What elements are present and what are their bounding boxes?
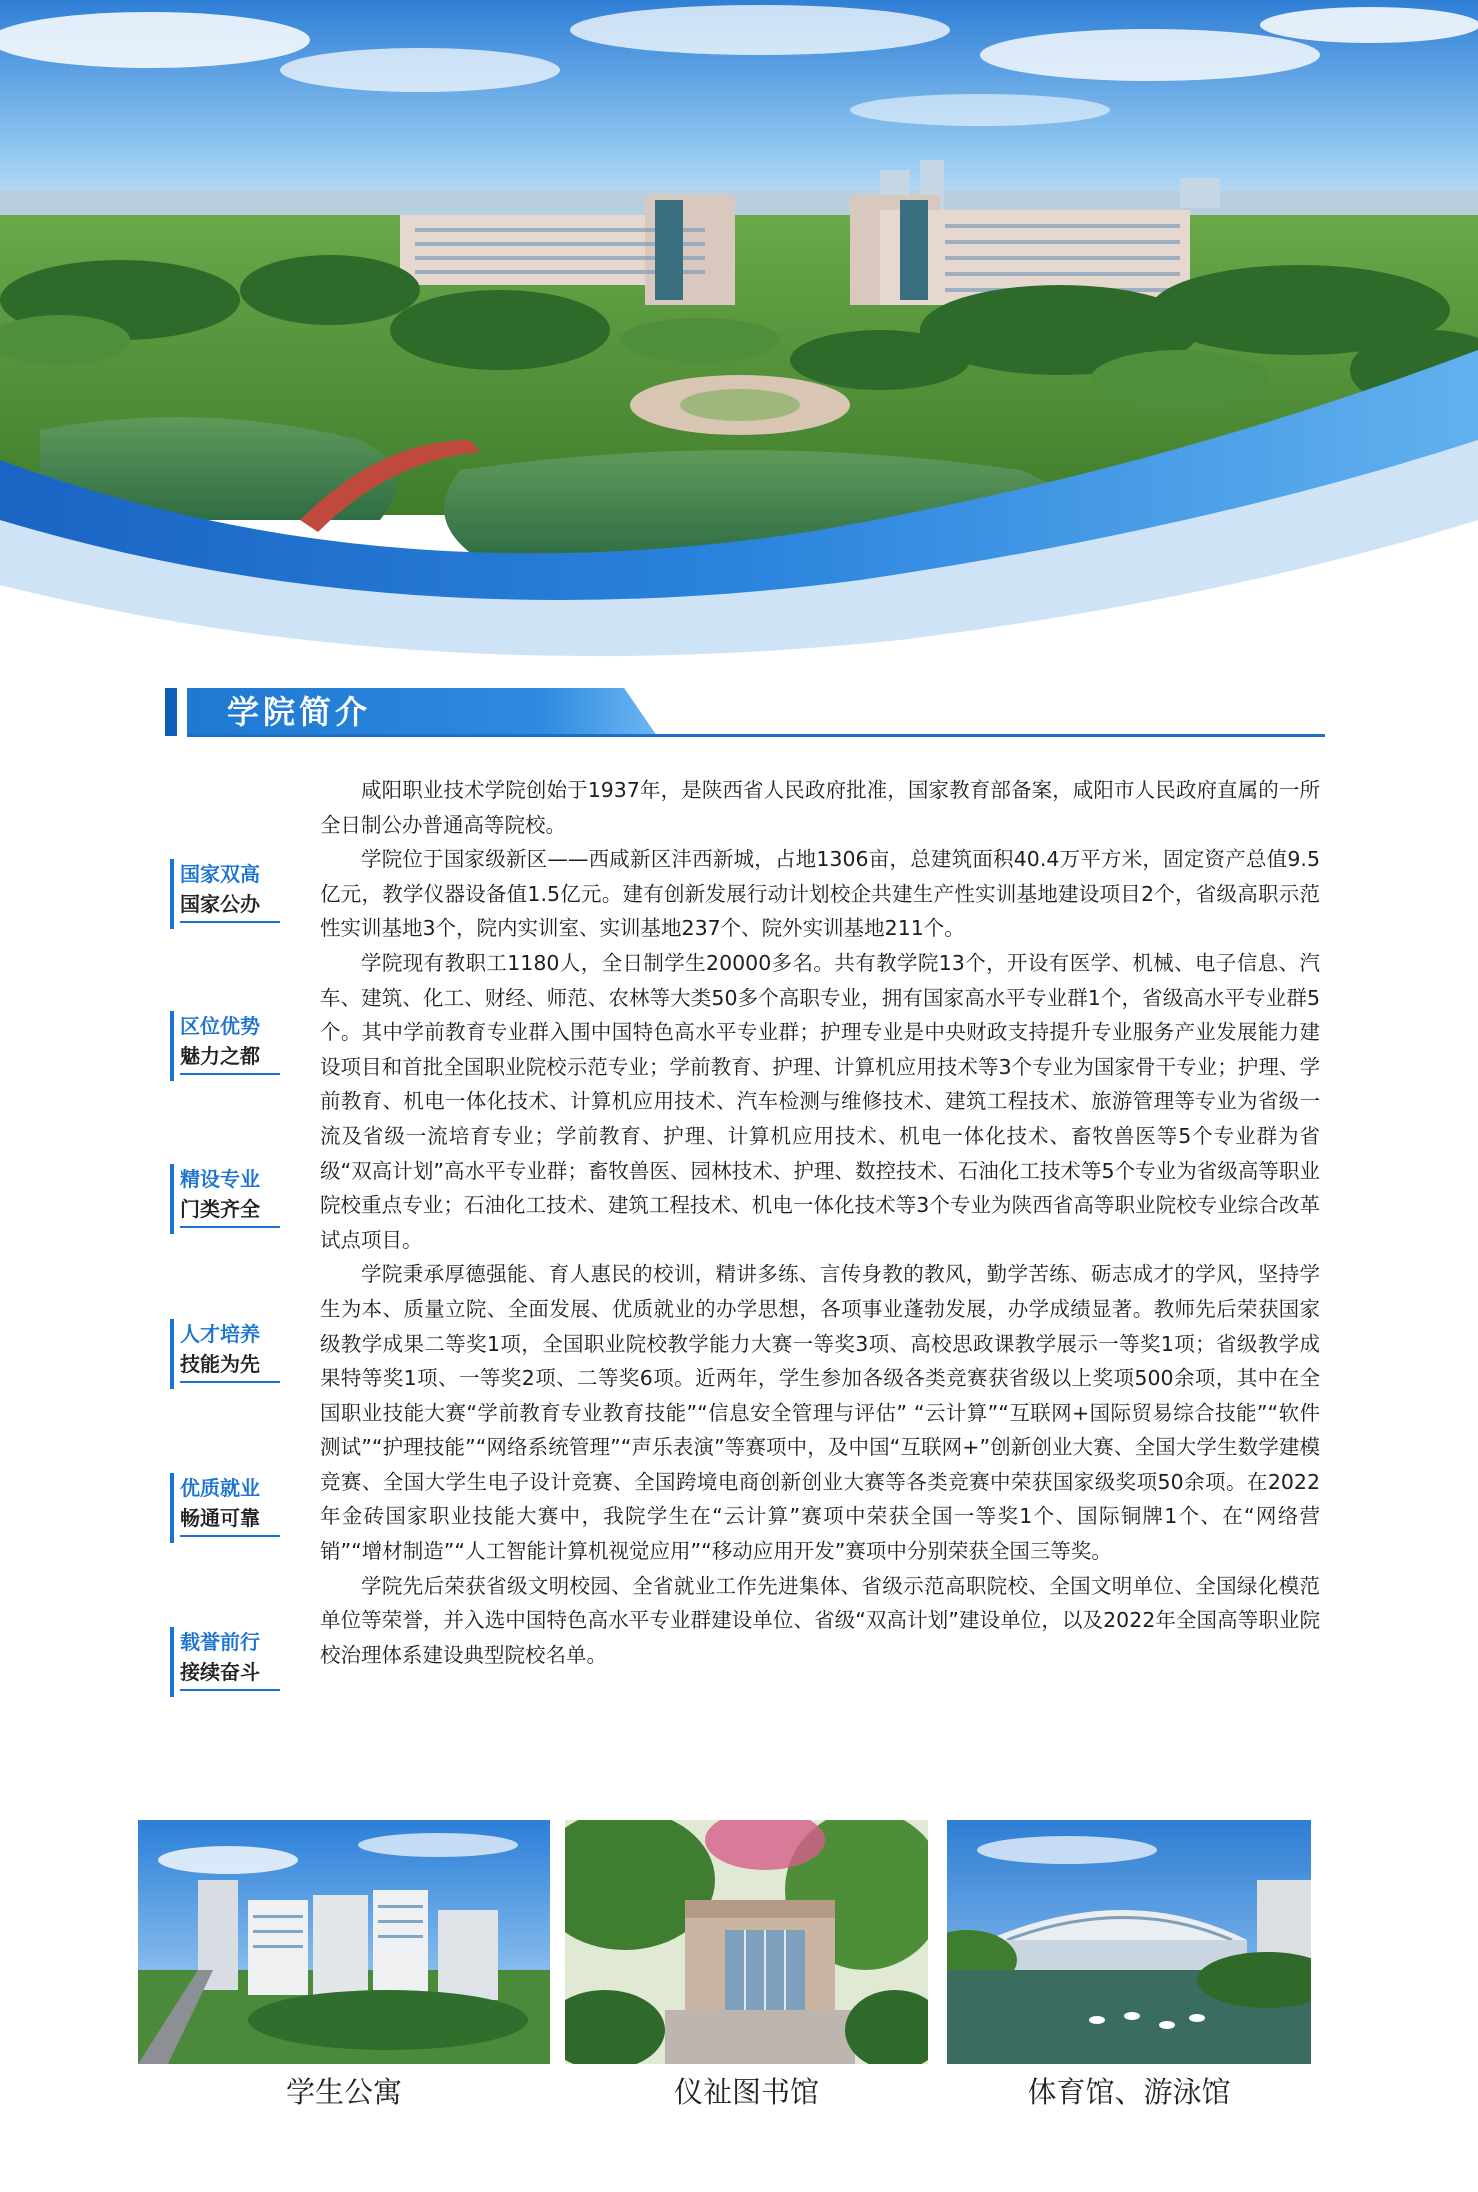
header-rule	[187, 734, 1325, 737]
tag-majors	[170, 1160, 280, 1238]
tag-line1: 人才培养	[180, 1322, 260, 1346]
hero-campus-photo	[0, 0, 1478, 700]
section-header	[165, 688, 1325, 738]
paragraph: 学院秉承厚德强能、育人惠民的校训，精讲多练、言传身教的教风，勤学苦练、砺志成才的学风，坚持学生为本、质量立院、全面发展、优质就业的办学思想，各项事业蓬勃发展，办学成绩显著。教师先后荣获国家级教学成果二等奖1项，全国职业院校教学能力大赛一等奖3项、高校思政课教学展示一等奖1项；省级教学成果特等奖1项、一等奖2项、二等奖6项。近两年，学生参加各级各类竞赛获省级以上奖项500余项，其中在全国职业技能大赛“学前教育专业教育技能”“信息安全管理与评估” “云计算”“互联网+国际贸易综合技能”“软件测试”“护理技能”“网络系统管理”“声乐表演”等赛项中，及中国“互联网+”创新创业大赛、全国大学生数学建模竞赛、全国大学生电子设计竞赛、全国跨境电商创新创业大赛等各类竞赛中荣获国家级奖项50余项。在2022年金砖国家职业技能大赛中，我院学生在“云计算”赛项中荣获全国一等奖1个、国际铜牌1个、在“网络营销”“增材制造”“人工智能计算机视觉应用”“移动应用开发”赛项中分别荣获全国三等奖。	[320, 1262, 1320, 1564]
tag-line1: 精设专业	[180, 1167, 260, 1191]
tag-location	[170, 1007, 280, 1085]
section-title: 学院简介	[227, 693, 372, 731]
tag-honors	[170, 1623, 280, 1701]
tag-national-high	[170, 855, 280, 933]
tag-line2: 国家公办	[180, 892, 260, 916]
caption-library: 仪祉图书馆	[673, 2075, 819, 2109]
tag-employment	[170, 1469, 280, 1547]
tag-line2: 畅通可靠	[180, 1506, 260, 1530]
tag-talent	[170, 1315, 280, 1393]
tag-line2: 技能为先	[180, 1352, 260, 1376]
paragraph: 学院先后荣获省级文明校园、全省就业工作先进集体、省级示范高职院校、全国文明单位、全国绿化模范单位等荣誉，并入选中国特色高水平专业群建设单位、省级“双高计划”建设单位，以及2022年全国高等职业院校治理体系建设典型院校名单。	[320, 1573, 1320, 1667]
photo-dormitory	[138, 1820, 550, 2064]
paragraph: 学院现有教职工1180人，全日制学生20000多名。共有教学院13个，开设有医学、机械、电子信息、汽车、建筑、化工、财经、师范、农林等大类50多个高职专业，拥有国家高水平专业群1个，省级高水平专业群5个。其中学前教育专业群入围中国特色高水平专业群；护理专业是中央财政支持提升专业服务产业发展能力建设项目和首批全国职业院校示范专业；学前教育、护理、计算机应用技术等3个专业为国家骨干专业；护理、学前教育、机电一体化技术、计算机应用技术、汽车检测与维修技术、建筑工程技术、旅游管理等专业为省级一流及省级一流培育专业；学前教育、护理、计算机应用技术、机电一体化技术、畜牧兽医等5个专业群为省级“双高计划”高水平专业群；畜牧兽医、园林技术、护理、数控技术、石油化工技术等5个专业为省级高等职业院校重点专业；石油化工技术、建筑工程技术、机电一体化技术等3个专业为陕西省高等职业院校专业综合改革试点项目。	[320, 950, 1320, 1252]
tag-line2: 接续奋斗	[180, 1660, 260, 1684]
tag-line1: 区位优势	[180, 1014, 260, 1038]
tag-line2: 魅力之都	[180, 1044, 260, 1068]
intro-body	[320, 773, 1320, 1672]
photo-library	[565, 1820, 928, 2064]
tag-line2: 门类齐全	[180, 1197, 260, 1221]
paragraph: 咸阳职业技术学院创始于1937年，是陕西省人民政府批准，国家教育部备案，咸阳市人民政府直属的一所全日制公办普通高等院校。	[320, 778, 1320, 837]
header-accent-bar	[165, 688, 177, 736]
photo-gymnasium	[947, 1820, 1311, 2064]
tag-line1: 载誉前行	[180, 1630, 260, 1654]
caption-gymnasium: 体育馆、游泳馆	[1027, 2075, 1231, 2109]
tag-line1: 优质就业	[180, 1476, 260, 1500]
tag-line1: 国家双高	[180, 862, 260, 886]
paragraph: 学院位于国家级新区——西咸新区沣西新城，占地1306亩，总建筑面积40.4万平方米，固定资产总值9.5亿元，教学仪器设备值1.5亿元。建有创新发展行动计划校企共建生产性实训基地建设项目2个，省级高职示范性实训基地3个，院内实训室、实训基地237个、院外实训基地211个。	[320, 847, 1320, 941]
caption-dormitory: 学生公寓	[285, 2075, 402, 2109]
